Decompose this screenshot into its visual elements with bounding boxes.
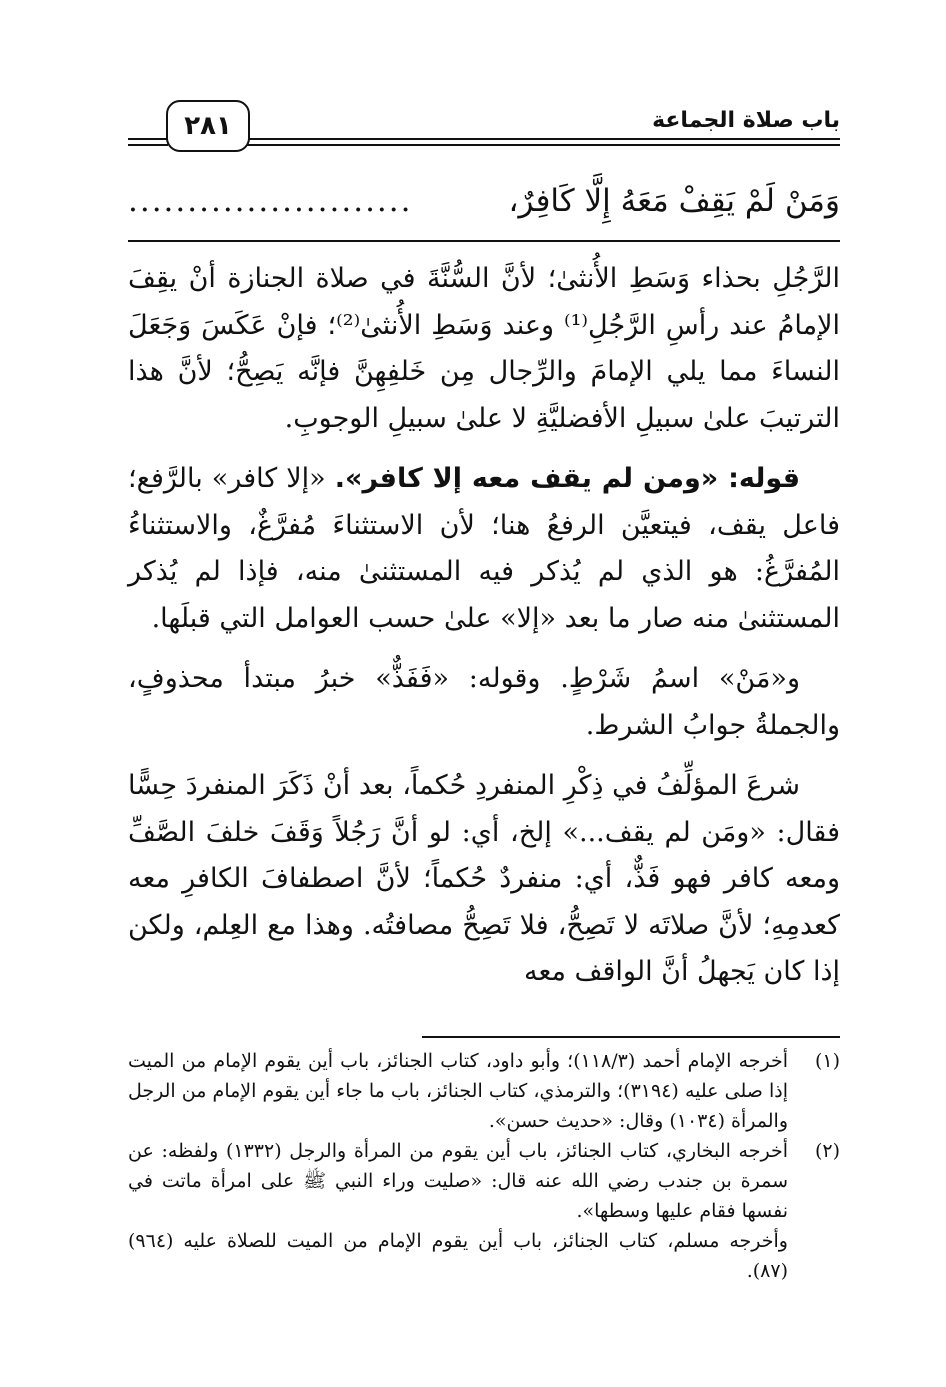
footnote-number [788,1226,840,1286]
page-header [128,100,840,160]
matn-line [128,176,840,226]
page-number: ٢٨١ [166,100,250,152]
footnote [128,1046,840,1136]
footnote-text: أخرجه الإمام أحمد (١١٨/٣)؛ وأبو داود، كتاب الجنائز، باب أين يقوم الإمام من الميت إذا صلى عليه (٣١٩٤)؛ والترمذي، كتاب الجنائز، باب ما جاء أين يقوم الإمام من الرجل والمرأة (١٠٣٤) وقال: «حديث حسن». [128,1050,789,1132]
footnote [128,1136,840,1226]
paragraph-lead: قوله: «ومن لم يقف معه إلا كافر». [334,463,800,494]
paragraph: شرعَ المؤلِّفُ في ذِكْرِ المنفردِ حُكماً، بعد أنْ ذَكَرَ المنفردَ حِسًّا فقال: «ومَن لم يقف...» إلخ، أي: لو أنَّ رَجُلاً وَقَفَ خلفَ الصَّفِّ ومعه كافر فهو فَذٌّ، أي: منفردٌ حُكماً؛ لأنَّ اصطفافَ الكافرِ معه كعدمِهِ؛ لأنَّ صلاتَه لا تَصِحُّ، فلا تَصِحُّ مصافتُه. وهذا مع العِلم، ولكن إذا كان يَجهلُ أنَّ الواقف معه [128,770,840,987]
matn-separator [128,240,840,242]
matn-text: وَمَنْ لَمْ يَقِفْ مَعَهُ إِلَّا كَافِرٌ، [508,183,840,219]
footnote-rule [422,1036,840,1038]
running-title: باب صلاة الجماعة [652,108,840,133]
header-rule [246,138,840,140]
header-rule [128,144,168,146]
header-rule [246,144,840,146]
paragraph: و«مَنْ» اسمُ شَرْطٍ. وقوله: «فَفَذٌّ» خبرُ مبتدأ محذوفٍ، والجملةُ جوابُ الشرط. [128,663,840,741]
paragraph-text: «إلا كافر» بالرَّفع؛ فاعل يقف، فيتعيَّن الرفعُ هنا؛ لأن الاستثناءَ مُفرَّغٌ، والاستثناءُ المُفرَّغُ: هو الذي لم يُذكر فيه المستثنىٰ منه، فإذا لم يُذكر المستثنىٰ منه صار ما بعد «إلا» علىٰ حسب العوامل التي قبلَها. [128,463,840,634]
footnotes [128,1046,840,1286]
paragraph: الرَّجُلِ بحذاء وَسَطِ الأُنثىٰ؛ لأنَّ السُّنَّةَ في صلاة الجنازة أنْ يقِفَ الإمامُ عند رأسِ الرَّجُلِ⁽¹⁾ وعند وَسَطِ الأُنثىٰ⁽²⁾؛ فإنْ عَكَسَ وَجَعَلَ النساءَ مما يلي الإمامَ والرِّجال مِن خَلفِهِنَّ فإنَّه يَصِحُّ؛ لأنَّ هذا الترتيبَ علىٰ سبيلِ الأفضليَّةِ لا علىٰ سبيلِ الوجوبِ. [128,263,840,434]
header-rule [128,138,168,140]
footnote-text: وأخرجه مسلم، كتاب الجنائز، باب أين يقوم الإمام من الميت للصلاة عليه (٩٦٤) (٨٧). [128,1230,788,1282]
footnote-text: أخرجه البخاري، كتاب الجنائز، باب أين يقوم من المرأة والرجل (١٣٣٢) ولفظه: عن سمرة بن جندب رضي الله عنه قال: «صليت وراء النبي ﷺ على امرأة ماتت في نفسها فقام عليها وسطها». [128,1140,788,1222]
commentary-body [128,256,840,1010]
matn-dots: ........................ [128,183,413,219]
footnote-number: (٢) [814,1140,840,1162]
footnote-number: (١) [814,1050,840,1072]
footnote [128,1226,840,1286]
paragraph [128,456,840,642]
